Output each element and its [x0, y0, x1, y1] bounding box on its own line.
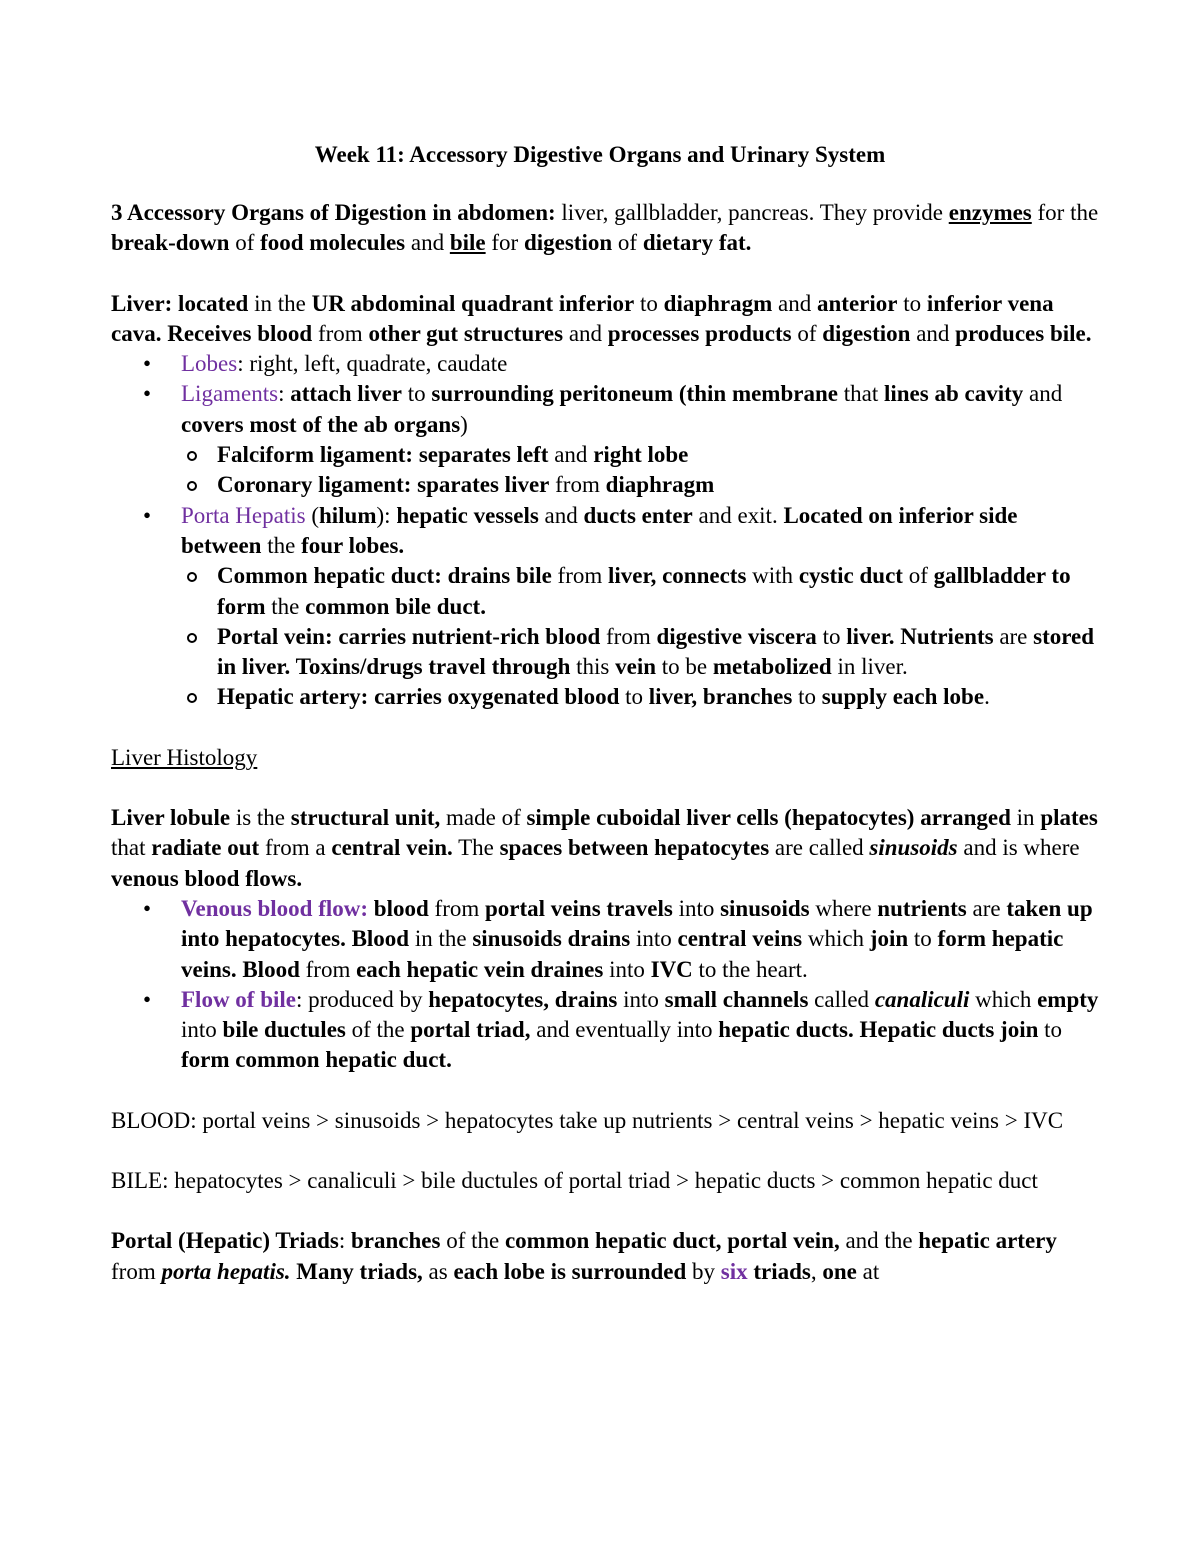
list-item-flow-of-bile: • Flow of bile: produced by hepatocytes, drains into small channels called canaliculi which empty into bile ductules of the portal triad, and eventually into hepatic ducts. Hepatic ducts join to form common hepatic duct. — [111, 985, 1101, 1076]
list-item-hepatic-artery: Hepatic artery: carries oxygenated blood to liver, branches to supply each lobe. — [181, 682, 1101, 712]
list-item-portal-vein: Portal vein: carries nutrient-rich blood from digestive viscera to liver. Nutrients are stored in liver. Toxins/drugs travel through this vein to be metabolized in liver. — [181, 622, 1101, 683]
histology-bullet-list — [111, 894, 1101, 1076]
ligaments-sublist — [181, 440, 1101, 501]
blood-pathway-summary: BLOOD: portal veins > sinusoids > hepatocytes take up nutrients > central veins > hepatic veins > IVC — [111, 1107, 1064, 1133]
bile-pathway-summary: BILE: hepatocytes > canaliculi > bile ductules of portal triad > hepatic ducts > common hepatic duct — [111, 1168, 1038, 1194]
page-title: Week 11: Accessory Digestive Organs and Urinary System — [314, 142, 886, 167]
list-item-lobes: • Lobes: right, left, quadrate, caudate — [111, 349, 1101, 379]
list-item-coronary-ligament: Coronary ligament: sparates liver from diaphragm — [181, 470, 1101, 500]
portal-triads-paragraph: Portal (Hepatic) Triads: branches of the common hepatic duct, portal vein, and the hepatic artery from porta hepatis. Many triads, as each lobe is surrounded by six triads, one at — [111, 1228, 1057, 1284]
list-item-falciform-ligament: Falciform ligament: separates left and right lobe — [181, 440, 1101, 470]
liver-bullet-list — [111, 349, 1101, 713]
liver-intro-paragraph: Liver: located in the UR abdominal quadrant inferior to diaphragm and anterior to inferior vena cava. Receives blood from other gut structures and processes products of digestion and produces bile. — [111, 290, 1092, 346]
list-item-common-hepatic-duct: Common hepatic duct: drains bile from liver, connects with cystic duct of gallbladder to form the common bile duct. — [181, 561, 1101, 622]
list-item-porta-hepatis: • Porta Hepatis (hilum): hepatic vessels and ducts enter and exit. Located on inferior side between the four lobes. Common hepatic duct: drains bile from liver, connects with cystic duct of gallbladder to form the common bile duct. Portal vein: carries nutrient-rich blood from digestive viscera to liver. Nutrients are stored in liver. Toxins/drugs travel through this vein to be metabolized in liver. Hepatic artery: carries oxygenated blood to liver, branches to supply each lobe. — [111, 501, 1101, 713]
porta-hepatis-sublist — [181, 561, 1101, 712]
accessory-organs-paragraph: 3 Accessory Organs of Digestion in abdomen: liver, gallbladder, pancreas. They provide enzymes for the break-down of food molecules and bile for digestion of dietary fat. — [111, 200, 1099, 256]
list-item-ligaments: • Ligaments: attach liver to surrounding peritoneum (thin membrane that lines ab cavity and covers most of the ab organs) Falciform ligament: separates left and right lobe Coronary ligament: sparates liver from diaphragm — [111, 379, 1101, 500]
liver-lobule-paragraph: Liver lobule is the structural unit, made of simple cuboidal liver cells (hepatocytes) arranged in plates that radiate out from a central vein. The spaces between hepatocytes are called sinusoids and is where venous blood flows. — [111, 805, 1098, 891]
list-item-venous-blood-flow: • Venous blood flow: blood from portal veins travels into sinusoids where nutrients are taken up into hepatocytes. Blood in the sinusoids drains into central veins which join to form hepatic veins. Blood from each hepatic vein draines into IVC to the heart. — [111, 894, 1101, 985]
liver-histology-heading: Liver Histology — [111, 744, 258, 770]
document-body — [111, 198, 1101, 1287]
